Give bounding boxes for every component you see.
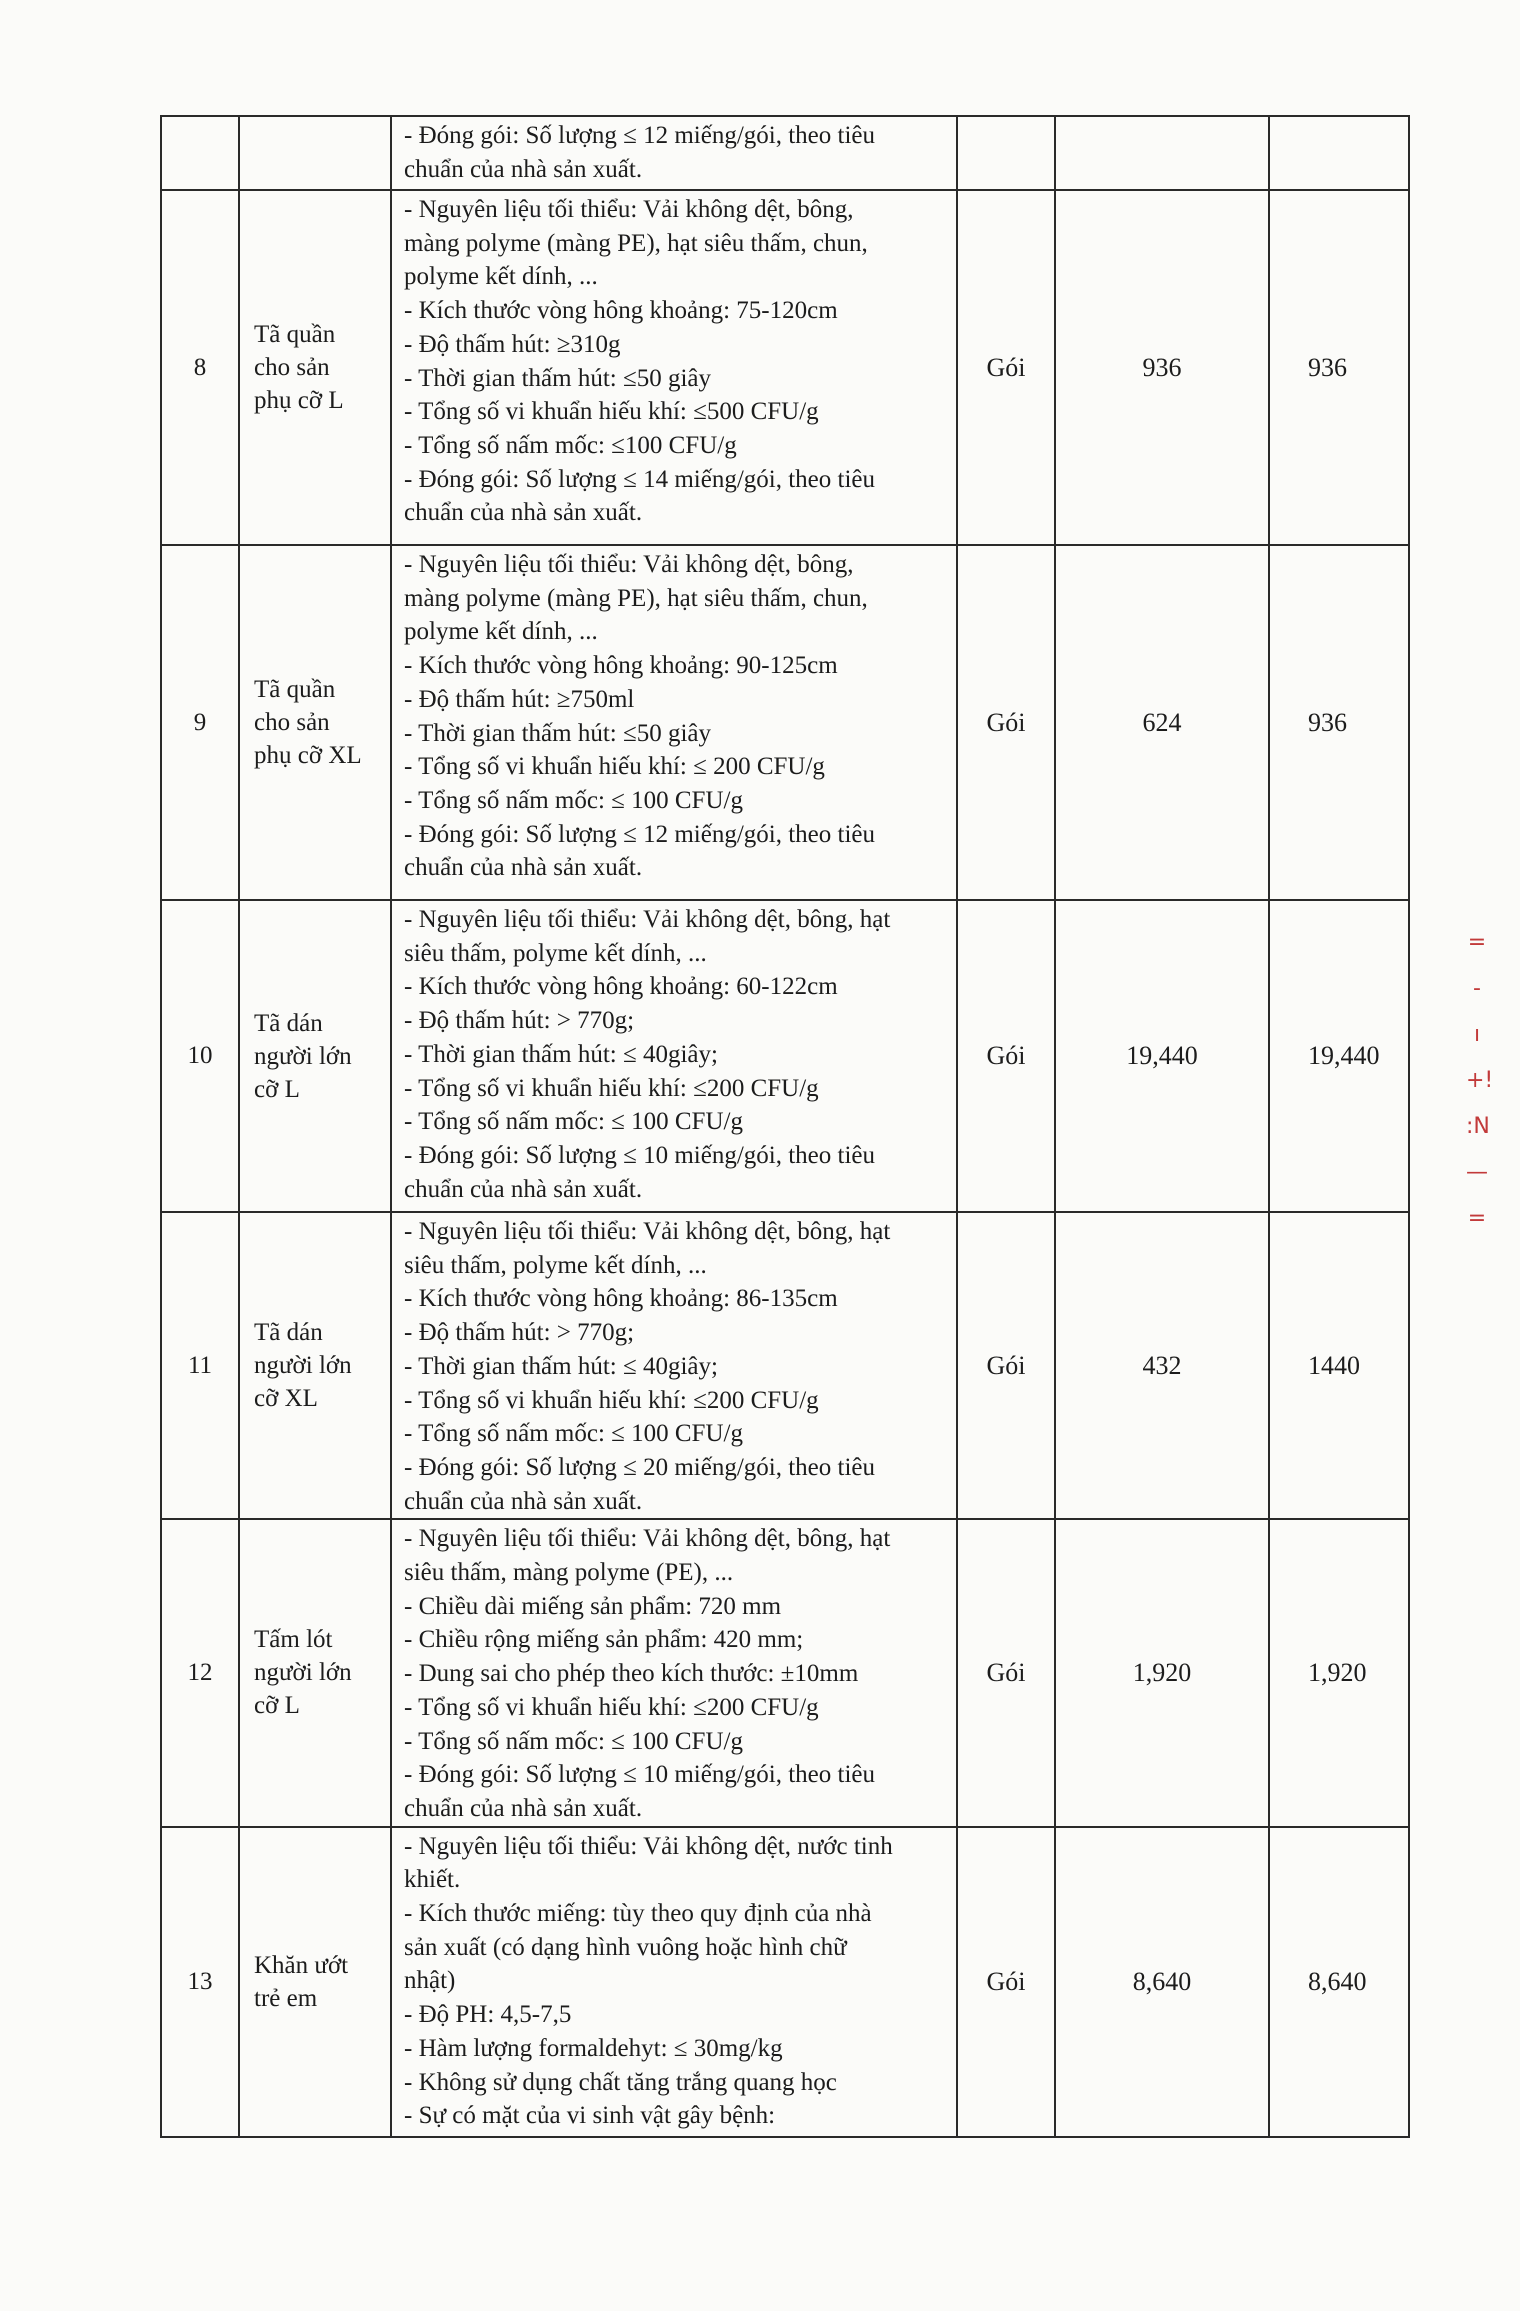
spec-line: khiết. <box>404 1866 461 1894</box>
item-name-line: cho sản <box>254 709 330 736</box>
item-name-line: cho sản <box>254 354 330 381</box>
item-name-cell <box>239 900 391 1212</box>
spec-line: - Tổng số vi khuẩn hiếu khí: ≤200 CFU/g <box>404 1074 819 1102</box>
item-name-line: cỡ L <box>254 1692 300 1720</box>
quantity-cell: 936 <box>1055 190 1269 545</box>
item-name-line: cỡ XL <box>254 1385 318 1413</box>
margin-mark: — <box>1466 1160 1488 1185</box>
item-number-cell: 9 <box>161 545 239 900</box>
spec-line: - Đóng gói: Số lượng ≤ 10 miếng/gói, theo tiêu <box>404 1141 876 1169</box>
spec-line: - Chiều dài miếng sản phẩm: 720 mm <box>404 1592 782 1620</box>
quantity-total-cell: 936 <box>1269 545 1409 900</box>
spec-line: siêu thấm, màng polyme (PE), ... <box>404 1559 734 1587</box>
table-row <box>161 190 1409 545</box>
unit-cell: Gói <box>957 545 1055 900</box>
spec-line: - Đóng gói: Số lượng ≤ 12 miếng/gói, theo tiêu <box>404 820 876 848</box>
item-name-line: Tã dán <box>254 1319 323 1347</box>
item-name-cell <box>239 116 391 190</box>
spec-line: - Tổng số vi khuẩn hiếu khí: ≤ 200 CFU/g <box>404 753 825 781</box>
spec-line: - Thời gian thấm hút: ≤50 giây <box>404 364 711 392</box>
spec-line: - Tổng số nấm mốc: ≤ 100 CFU/g <box>404 1420 743 1448</box>
quantity-total-cell: 1440 <box>1269 1212 1409 1519</box>
quantity-cell: 432 <box>1055 1212 1269 1519</box>
margin-mark: = <box>1467 930 1487 955</box>
spec-line: màng polyme (màng PE), hạt siêu thấm, chun, <box>404 584 868 612</box>
spec-line: - Tổng số nấm mốc: ≤ 100 CFU/g <box>404 1108 743 1136</box>
spec-line: chuẩn của nhà sản xuất. <box>404 1487 643 1515</box>
spec-line: - Nguyên liệu tối thiểu: Vải không dệt, bông, hạt <box>404 1218 891 1245</box>
item-name-cell <box>239 190 391 545</box>
spec-line: - Tổng số vi khuẩn hiếu khí: ≤500 CFU/g <box>404 398 819 426</box>
item-spec-cell <box>391 116 957 190</box>
spec-line: - Không sử dụng chất tăng trắng quang học <box>404 2068 837 2096</box>
quantity-cell: 19,440 <box>1055 900 1269 1212</box>
item-name-line: Tã quần <box>254 676 336 703</box>
table-row <box>161 545 1409 900</box>
spec-line: chuẩn của nhà sản xuất. <box>404 155 643 183</box>
item-name-line: người lớn <box>254 1659 352 1687</box>
unit-cell: Gói <box>957 1827 1055 2137</box>
spec-line: - Sự có mặt của vi sinh vật gây bệnh: <box>404 2102 776 2130</box>
spec-line: - Kích thước vòng hông khoảng: 90-125cm <box>404 652 838 680</box>
item-number-cell <box>161 116 239 190</box>
spec-line: - Nguyên liệu tối thiểu: Vải không dệt, bông, hạt <box>404 1525 891 1553</box>
spec-line: - Tổng số nấm mốc: ≤ 100 CFU/g <box>404 786 743 814</box>
spec-line: - Thời gian thấm hút: ≤ 40giây; <box>404 1352 718 1380</box>
spec-line: - Nguyên liệu tối thiểu: Vải không dệt, bông, <box>404 551 854 578</box>
item-name-cell <box>239 1827 391 2137</box>
table-row <box>161 1212 1409 1519</box>
unit-cell: Gói <box>957 1519 1055 1826</box>
table-row <box>161 900 1409 1212</box>
quantity-total-cell: 19,440 <box>1269 900 1409 1212</box>
item-spec-cell <box>391 1212 957 1519</box>
spec-line: nhật) <box>404 1967 456 1995</box>
margin-mark: +! <box>1466 1068 1494 1093</box>
spec-line: sản xuất (có dạng hình vuông hoặc hình chữ <box>404 1933 847 1961</box>
spec-line: - Dung sai cho phép theo kích thước: ±10mm <box>404 1660 859 1688</box>
unit-cell: Gói <box>957 190 1055 545</box>
spec-line: - Tổng số nấm mốc: ≤ 100 CFU/g <box>404 1727 743 1755</box>
spec-line: - Tổng số nấm mốc: ≤100 CFU/g <box>404 431 737 459</box>
spec-line: polyme kết dính, ... <box>404 263 598 291</box>
item-name-line: người lớn <box>254 1352 352 1380</box>
margin-mark: :N <box>1466 1114 1490 1139</box>
spec-line: - Độ thấm hút: > 770g; <box>404 1007 635 1035</box>
table-row <box>161 1827 1409 2137</box>
quantity-cell: 1,920 <box>1055 1519 1269 1826</box>
spec-line: chuẩn của nhà sản xuất. <box>404 499 643 527</box>
spec-line: - Đóng gói: Số lượng ≤ 14 miếng/gói, theo tiêu <box>404 465 876 493</box>
unit-cell: Gói <box>957 900 1055 1212</box>
item-name-line: người lớn <box>254 1042 352 1070</box>
spec-line: - Nguyên liệu tối thiểu: Vải không dệt, bông, hạt <box>404 906 891 933</box>
item-name-line: trẻ em <box>254 1984 318 2012</box>
item-name-line: Tấm lót <box>254 1626 333 1654</box>
item-name-cell <box>239 545 391 900</box>
spec-line: - Hàm lượng formaldehyt: ≤ 30mg/kg <box>404 2034 783 2062</box>
spec-line: - Kích thước miếng: tùy theo quy định của nhà <box>404 1900 872 1928</box>
requirements-table <box>160 115 1410 2138</box>
item-name-cell <box>239 1212 391 1519</box>
unit-cell: Gói <box>957 1212 1055 1519</box>
spec-line: chuẩn của nhà sản xuất. <box>404 1794 643 1822</box>
spec-line: - Tổng số vi khuẩn hiếu khí: ≤200 CFU/g <box>404 1386 819 1414</box>
spec-line: - Tổng số vi khuẩn hiếu khí: ≤200 CFU/g <box>404 1693 819 1721</box>
quantity-total-cell: 936 <box>1269 190 1409 545</box>
item-number-cell: 12 <box>161 1519 239 1826</box>
table-row <box>161 1519 1409 1826</box>
spec-line: - Kích thước vòng hông khoảng: 75-120cm <box>404 297 838 325</box>
item-name-line: phụ cỡ L <box>254 387 344 414</box>
spec-line: chuẩn của nhà sản xuất. <box>404 1175 643 1203</box>
quantity-cell <box>1055 116 1269 190</box>
spec-line: - Đóng gói: Số lượng ≤ 20 miếng/gói, theo tiêu <box>404 1453 876 1481</box>
margin-mark: ı <box>1473 1022 1481 1047</box>
item-spec-cell <box>391 190 957 545</box>
item-number-cell: 11 <box>161 1212 239 1519</box>
spec-line: chuẩn của nhà sản xuất. <box>404 854 643 882</box>
margin-mark: - <box>1473 976 1481 1001</box>
item-spec-cell <box>391 545 957 900</box>
unit-cell <box>957 116 1055 190</box>
spec-line: - Kích thước vòng hông khoảng: 86-135cm <box>404 1285 838 1313</box>
table-row-continued <box>161 116 1409 190</box>
spec-line: - Độ thấm hút: > 770g; <box>404 1319 635 1347</box>
item-name-line: Tã dán <box>254 1009 323 1037</box>
item-number-cell: 10 <box>161 900 239 1212</box>
spec-line: - Đóng gói: Số lượng ≤ 10 miếng/gói, theo tiêu <box>404 1761 876 1789</box>
item-name-line: Tã quần <box>254 321 336 348</box>
spec-line: siêu thấm, polyme kết dính, ... <box>404 939 707 967</box>
spec-line: - Nguyên liệu tối thiểu: Vải không dệt, bông, <box>404 196 854 223</box>
spec-line: - Thời gian thấm hút: ≤ 40giây; <box>404 1040 718 1068</box>
item-spec-cell <box>391 900 957 1212</box>
spec-line: - Kích thước vòng hông khoảng: 60-122cm <box>404 973 838 1001</box>
quantity-total-cell: 8,640 <box>1269 1827 1409 2137</box>
spec-line: - Độ thấm hút: ≥750ml <box>404 685 635 713</box>
item-name-line: phụ cỡ XL <box>254 742 362 769</box>
spec-line: - Độ PH: 4,5-7,5 <box>404 2001 572 2029</box>
spec-line: - Đóng gói: Số lượng ≤ 12 miếng/gói, theo tiêu <box>404 122 876 149</box>
quantity-total-cell: 1,920 <box>1269 1519 1409 1826</box>
item-name-line: cỡ L <box>254 1075 300 1103</box>
margin-mark: = <box>1467 1206 1487 1231</box>
spec-line: - Thời gian thấm hút: ≤50 giây <box>404 719 711 747</box>
item-name-line: Khăn ướt <box>254 1951 349 1979</box>
item-spec-cell <box>391 1519 957 1826</box>
spec-line: màng polyme (màng PE), hạt siêu thấm, chun, <box>404 229 868 257</box>
item-spec-cell <box>391 1827 957 2137</box>
item-name-cell <box>239 1519 391 1826</box>
spec-line: - Chiều rộng miếng sản phẩm: 420 mm; <box>404 1626 804 1654</box>
quantity-cell: 624 <box>1055 545 1269 900</box>
margin-marks <box>1466 920 1494 1242</box>
quantity-cell: 8,640 <box>1055 1827 1269 2137</box>
spec-line: siêu thấm, polyme kết dính, ... <box>404 1251 707 1279</box>
item-number-cell: 8 <box>161 190 239 545</box>
spec-line: - Độ thấm hút: ≥310g <box>404 330 621 358</box>
spec-line: - Nguyên liệu tối thiểu: Vải không dệt, nước tinh <box>404 1832 893 1860</box>
spec-line: polyme kết dính, ... <box>404 618 598 646</box>
quantity-total-cell <box>1269 116 1409 190</box>
item-number-cell: 13 <box>161 1827 239 2137</box>
